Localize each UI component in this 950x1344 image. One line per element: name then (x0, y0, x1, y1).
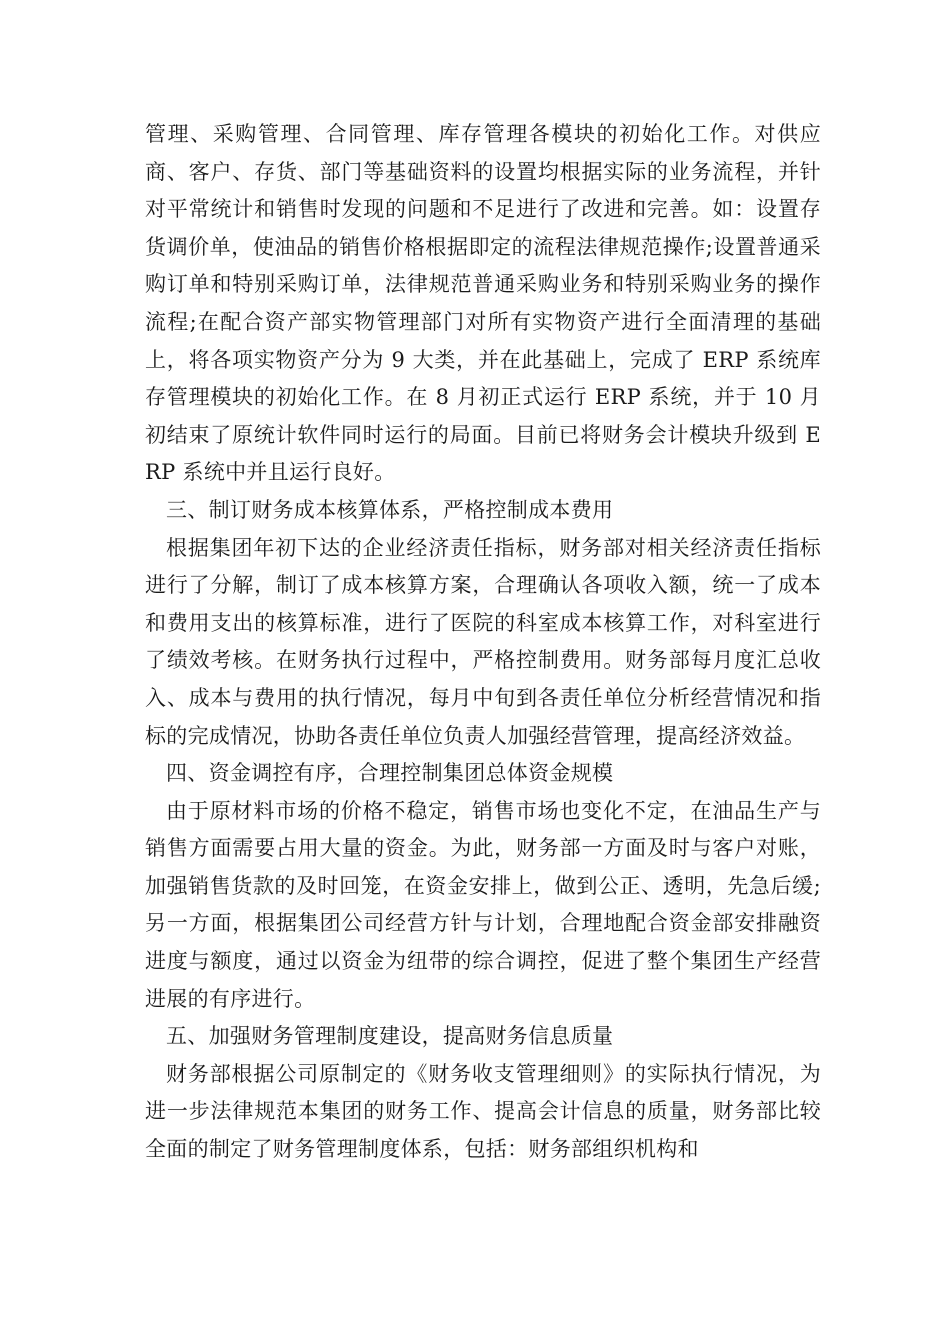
section-heading-4: 四、资金调控有序，合理控制集团总体资金规模 (166, 761, 614, 786)
document-body (145, 116, 821, 1169)
section-heading-3: 三、制订财务成本核算体系，严格控制成本费用 (166, 497, 614, 522)
paragraph-fund-control: 由于原材料市场的价格不稳定，销售市场也变化不定，在油品生产与销售方面需要占用大量的资金。为此，财务部一方面及时与客户对账，加强销售货款的及时回笼，在资金安排上，做到公正、透明，先急后缓;另一方面，根据集团公司经营方针与计划，合理地配合资金部安排融资进度与额度，通过以资金为纽带的综合调控，促进了整个集团生产经营进展的有序进行。 (145, 798, 821, 1011)
paragraph-financial-system: 财务部根据公司原制定的《财务收支管理细则》的实际执行情况，为进一步法律规范本集团的财务工作、提高会计信息的质量，财务部比较全面的制定了财务管理制度体系，包括：财务部组织机构和 (145, 1061, 821, 1162)
paragraph-cost-accounting: 根据集团年初下达的企业经济责任指标，财务部对相关经济责任指标进行了分解，制订了成本核算方案，合理确认各项收入额，统一了成本和费用支出的核算标准，进行了医院的科室成本核算工作，对科室进行了绩效考核。在财务执行过程中，严格控制费用。财务部每月度汇总收入、成本与费用的执行情况，每月中旬到各责任单位分析经营情况和指标的完成情况，协助各责任单位负责人加强经营管理，提高经济效益。 (145, 535, 821, 748)
paragraph-erp-initialization: 管理、采购管理、合同管理、库存管理各模块的初始化工作。对供应商、客户、存货、部门等基础资料的设置均根据实际的业务流程，并针对平常统计和销售时发现的问题和不足进行了改进和完善。如：设置存货调价单，使油品的销售价格根据即定的流程法律规范操作;设置普通采购订单和特别采购订单，法律规范普通采购业务和特别采购业务的操作流程;在配合资产部实物管理部门对所有实物资产进行全面清理的基础上，将各项实物资产分为 9 大类，并在此基础上，完成了 ERP 系统库存管理模块的初始化工作。在 8 月初正式运行 ERP 系统，并于 10 月初结束了原统计软件同时运行的局面。目前已将财务会计模块升级到 ERP 系统中并且运行良好。 (145, 122, 821, 485)
section-heading-5: 五、加强财务管理制度建设，提高财务信息质量 (166, 1024, 614, 1049)
